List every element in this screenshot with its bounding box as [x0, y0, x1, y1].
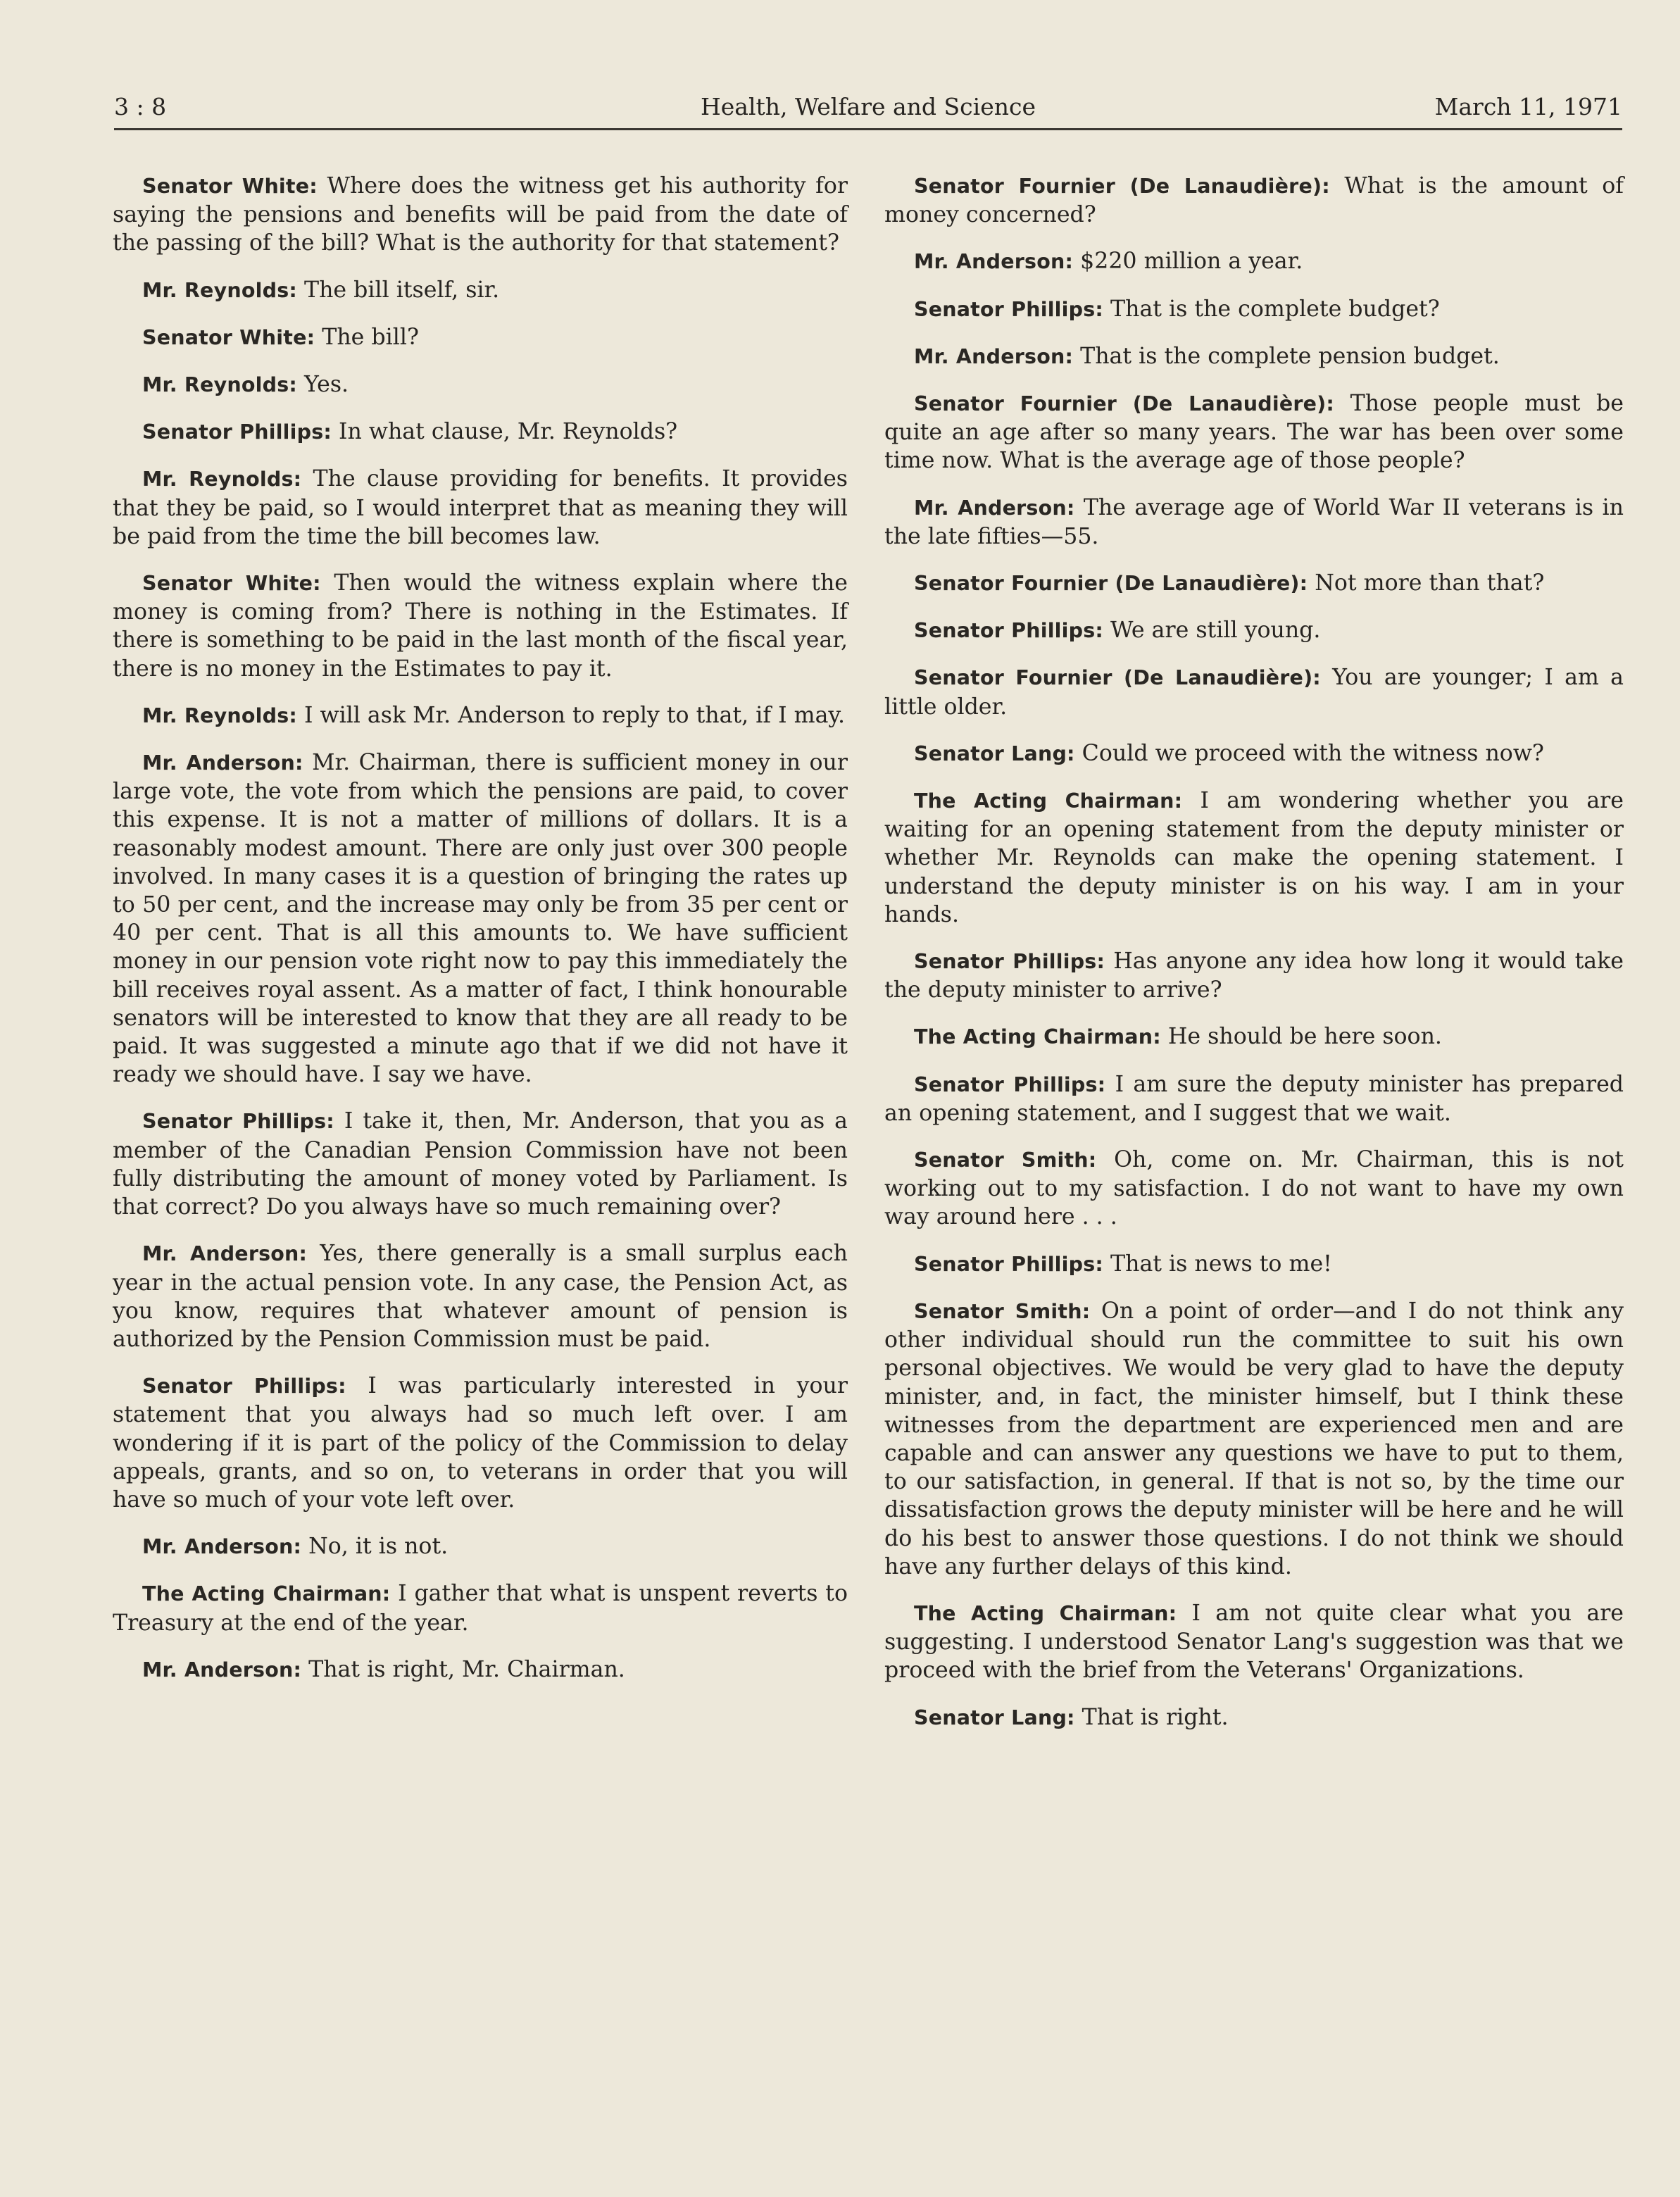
speech-text: That is the complete pension budget.: [1073, 343, 1500, 369]
testimony-paragraph: [113, 1579, 848, 1636]
speech-text: You are younger; I am a little older.: [884, 665, 1624, 720]
speech-text: Oh, come on. Mr. Chairman, this is not working out to my satisfaction. I do not want to have my own way around here . . .: [884, 1147, 1624, 1230]
speaker-name: Senator Phillips:: [914, 297, 1103, 321]
speech-text: $220 million a year.: [1073, 249, 1303, 275]
speaker-name: Mr. Anderson:: [914, 250, 1074, 274]
testimony-paragraph: [884, 389, 1624, 475]
speech-text: Yes.: [296, 372, 349, 398]
testimony-paragraph: [113, 323, 848, 352]
running-title: Health, Welfare and Science: [700, 93, 1036, 120]
testimony-paragraph: [113, 276, 848, 305]
speech-text: That is news to me!: [1103, 1251, 1332, 1277]
testimony-paragraph: [884, 1599, 1624, 1685]
speaker-name: Senator Lang:: [914, 1705, 1075, 1729]
speech-text: I am sure the deputy minister has prepared an opening statement, and I suggest that we wait.: [884, 1071, 1624, 1126]
testimony-paragraph: [884, 1022, 1624, 1051]
testimony-paragraph: [113, 465, 848, 551]
speech-text: The bill itself, sir.: [296, 277, 500, 303]
speaker-name: Senator Fournier (De Lanaudière):: [914, 666, 1321, 690]
right-column: [884, 172, 1624, 1751]
testimony-paragraph: [113, 701, 848, 730]
testimony-paragraph: [884, 247, 1624, 276]
speaker-name: The Acting Chairman:: [914, 789, 1183, 813]
speaker-name: Mr. Reynolds:: [142, 278, 297, 302]
speech-text: What is the amount of money concerned?: [884, 173, 1624, 228]
testimony-paragraph: [884, 616, 1624, 645]
testimony-paragraph: [113, 172, 848, 258]
speaker-name: Mr. Anderson:: [142, 1242, 308, 1266]
speech-text: He should be here soon.: [1160, 1024, 1442, 1050]
testimony-paragraph: [884, 1146, 1624, 1232]
testimony-paragraph: [884, 295, 1624, 324]
speaker-name: Senator White:: [142, 175, 318, 198]
speaker-name: The Acting Chairman:: [914, 1025, 1161, 1049]
page-number: 3 : 8: [114, 93, 167, 120]
speaker-name: Mr. Reynolds:: [142, 703, 297, 727]
testimony-paragraph: [884, 1297, 1624, 1581]
testimony-paragraph: [884, 739, 1624, 768]
testimony-paragraph: [113, 1239, 848, 1353]
speech-text: No, it is not.: [301, 1534, 449, 1560]
speech-text: Mr. Chairman, there is sufficient money in our large vote, the vote from which the pensions are paid, to cover this expense. It is not a matter of millions of dollars. It is a reasonably modest amount. There are only just over 300 people involved. In many cases it is a question of bringing the rates up to 50 per cent, and the increase may only be from 35 per cent or 40 per cent. That is all this amounts to. We have sufficient money in our pension vote right now to pay this immediately the bill receives royal assent. As a matter of fact, I think honourable senators will be interested to know that they are all ready to be paid. It was suggested a minute ago that if we did not have it ready we should have. I say we have.: [113, 750, 848, 1088]
speech-text: Those people must be quite an age after so many years. The war has been over some time now. What is the average age of those people?: [884, 391, 1624, 474]
speech-text: Not more than that?: [1308, 570, 1545, 596]
speech-text: That is the complete budget?: [1103, 296, 1440, 322]
speaker-name: The Acting Chairman:: [914, 1601, 1177, 1625]
testimony-paragraph: [113, 1532, 848, 1561]
testimony-paragraph: [884, 342, 1624, 371]
speech-text: The average age of World War II veterans is in the late fifties—55.: [884, 494, 1624, 549]
speech-text: Then would the witness explain where the money is coming from? There is nothing in the Estimates. If there is something to be paid in the last month of the fiscal year, there is no money in the Estimates to pay it.: [113, 570, 848, 682]
speech-text: I gather that what is unspent reverts to Treasury at the end of the year.: [113, 1581, 848, 1636]
speaker-name: Senator Fournier (De Lanaudière):: [914, 175, 1330, 198]
speaker-name: Senator Lang:: [914, 741, 1075, 765]
speaker-name: Senator Phillips:: [142, 1375, 346, 1398]
speaker-name: The Acting Chairman:: [142, 1582, 391, 1606]
speaker-name: Senator Phillips:: [142, 1110, 334, 1134]
speaker-name: Senator Phillips:: [914, 1072, 1106, 1096]
testimony-paragraph: [113, 418, 848, 446]
speech-text: I am not quite clear what you are suggesting. I understood Senator Lang's suggestion was that we proceed with the brief from the Veterans' Organizations.: [884, 1600, 1624, 1684]
testimony-paragraph: [884, 663, 1624, 720]
testimony-paragraph: [113, 1372, 848, 1514]
testimony-paragraph: [113, 1107, 848, 1221]
speech-text: The clause providing for benefits. It provides that they be paid, so I would interpret that as meaning they will be paid from the time the bill becomes law.: [113, 466, 848, 549]
testimony-paragraph: [113, 370, 848, 399]
speaker-name: Mr. Anderson:: [914, 496, 1075, 520]
speech-text: I take it, then, Mr. Anderson, that you as a member of the Canadian Pension Commission have not been fully distributing the amount of money voted by Parliament. Is that correct? Do you always have so much remaining over?: [113, 1108, 848, 1220]
speech-text: The bill?: [315, 324, 419, 350]
testimony-paragraph: [113, 569, 848, 683]
speaker-name: Senator Fournier (De Lanaudière):: [914, 572, 1308, 596]
testimony-paragraph: [884, 569, 1624, 598]
speaker-name: Mr. Reynolds:: [142, 373, 297, 397]
speaker-name: Senator Phillips:: [914, 950, 1105, 974]
speech-text: I am wondering whether you are waiting for an opening statement from the deputy minister or whether Mr. Reynolds can make the opening statement. I understand the deputy minister is on his way. I am in your hands.: [884, 788, 1624, 927]
speaker-name: Mr. Anderson:: [142, 1658, 302, 1682]
speaker-name: Mr. Reynolds:: [142, 468, 302, 492]
speaker-name: Senator Smith:: [914, 1299, 1091, 1323]
speech-text: Yes, there generally is a small surplus each year in the actual pension vote. In any case, the Pension Act, as you know, requires that whatever amount of pension is authorized by the Pension Commission must be paid.: [113, 1241, 848, 1352]
testimony-paragraph: [113, 1655, 848, 1684]
speech-text: Where does the witness get his authority for saying the pensions and benefits will be paid from the date of the passing of the bill? What is the authority for that statement?: [113, 173, 848, 256]
speech-text: On a point of order—and I do not think any other individual should run the committee to suit his own personal objectives. We would be very glad to have the deputy minister, and, in fact, the minister himself, but I think these witnesses from the department are experienced men and are capable and can answer any questions we have to put to them, to our satisfaction, in general. If that is not so, by the time our dissatisfaction grows the deputy minister will be here and he will do his best to answer those questions. I do not think we should have any further delays of this kind.: [884, 1298, 1624, 1579]
testimony-paragraph: [884, 1250, 1624, 1279]
testimony-paragraph: [884, 947, 1624, 1004]
speech-text: That is right, Mr. Chairman.: [301, 1656, 625, 1682]
speaker-name: Mr. Anderson:: [142, 751, 303, 775]
speaker-name: Mr. Anderson:: [142, 1535, 302, 1559]
page-header: [114, 84, 1622, 130]
speech-text: We are still young.: [1103, 618, 1321, 644]
speaker-name: Senator Phillips:: [914, 1252, 1103, 1276]
speaker-name: Mr. Anderson:: [914, 344, 1074, 368]
speech-text: I will ask Mr. Anderson to reply to that, if I may.: [296, 702, 846, 728]
testimony-paragraph: [884, 172, 1624, 229]
speaker-name: Senator Smith:: [914, 1148, 1097, 1172]
speech-text: I was particularly interested in your statement that you always had so much left over. I am wondering if it is part of the policy of the Commission to delay appeals, grants, and so on, to veterans in order that you will have so much of your vote left over.: [113, 1373, 848, 1513]
testimony-paragraph: [884, 1703, 1624, 1732]
speech-text: Could we proceed with the witness now?: [1074, 740, 1544, 766]
testimony-paragraph: [884, 787, 1624, 929]
page-date: March 11, 1971: [1434, 93, 1622, 120]
testimony-paragraph: [884, 494, 1624, 551]
left-column: [113, 172, 848, 1703]
speech-text: Has anyone any idea how long it would take the deputy minister to arrive?: [884, 949, 1624, 1003]
speaker-name: Senator White:: [142, 325, 315, 349]
testimony-paragraph: [884, 1070, 1624, 1127]
speech-text: That is right.: [1074, 1704, 1229, 1730]
speaker-name: Senator Phillips:: [914, 619, 1103, 643]
speaker-name: Senator Fournier (De Lanaudière):: [914, 392, 1334, 416]
testimony-paragraph: [113, 749, 848, 1089]
speech-text: In what clause, Mr. Reynolds?: [331, 419, 678, 445]
speaker-name: Senator Phillips:: [142, 420, 332, 444]
speaker-name: Senator White:: [142, 572, 321, 596]
